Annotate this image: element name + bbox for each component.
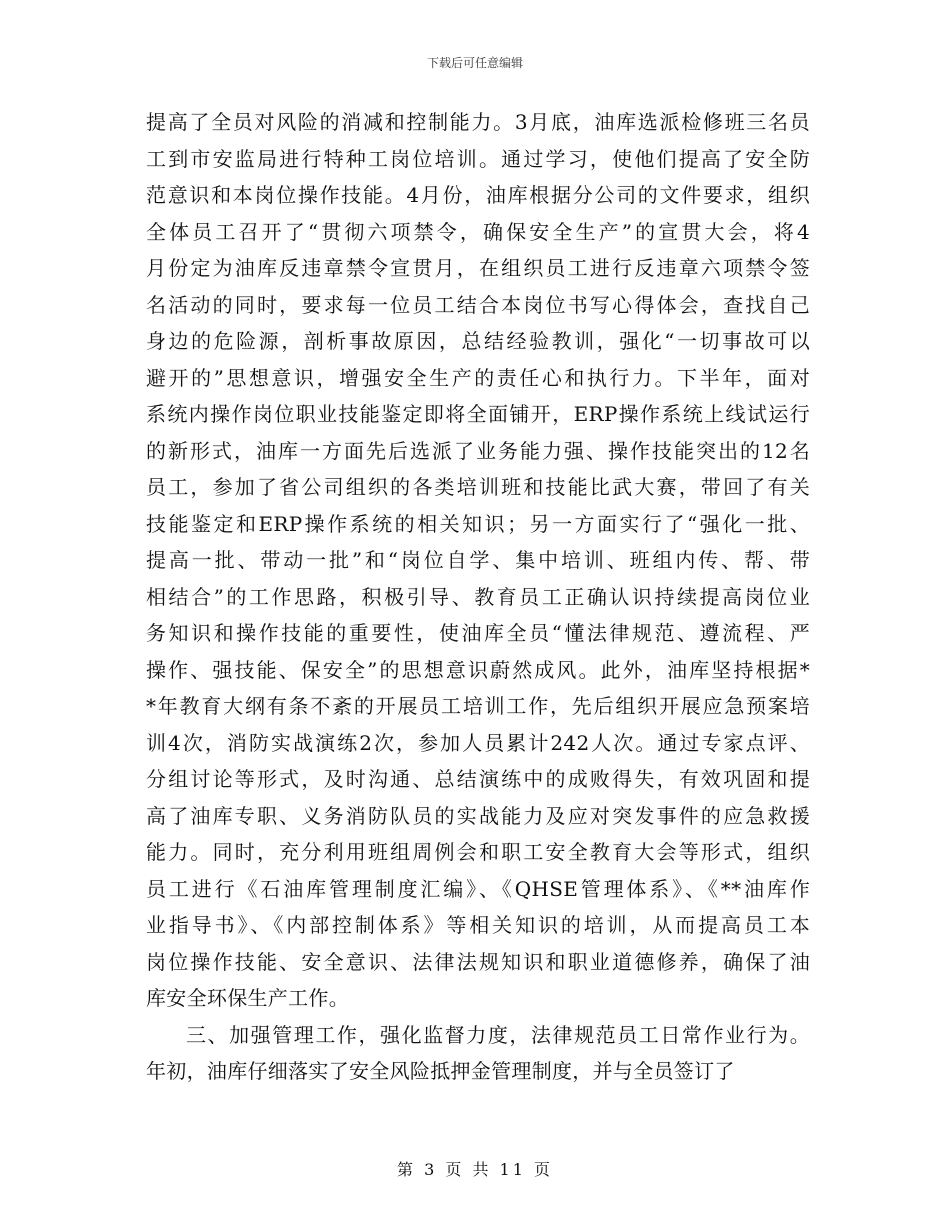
text-line: 避开的”思想意识，增强安全生产的责任心和执行力。下半年，面对 — [146, 365, 810, 390]
text-line: 岗位操作技能、安全意识、法律法规知识和职业道德修养，确保了油 — [146, 949, 810, 974]
page-header: 下载后可任意编辑 — [426, 56, 523, 70]
text-line: 库安全环保生产工作。 — [146, 986, 349, 1010]
text-line: 名活动的同时，要求每一位员工结合本岗位书写心得体会，查找自己 — [146, 292, 810, 317]
text-line: 相结合”的工作思路，积极引导、教育员工正确认识持续提高岗位业 — [146, 584, 810, 609]
text-line: 技能鉴定和ERP操作系统的相关知识；另一方面实行了“强化一批、 — [146, 511, 810, 536]
page-number: 第 3 页 共 11 页 — [397, 1160, 553, 1179]
text-line: 范意识和本岗位操作技能。4月份，油库根据分公司的文件要求，组织 — [146, 183, 810, 207]
text-line: 高了油库专职、义务消防队员的实战能力及应对突发事件的应急救援 — [146, 803, 810, 828]
text-line: 提高一批、带动一批”和“岗位自学、集中培训、班组内传、帮、带 — [146, 548, 810, 572]
text-line: 员工进行《石油库管理制度汇编》、《QHSE管理体系》、《**油库作 — [146, 876, 810, 901]
section-heading-line: 三、加强管理工作，强化监督力度，法律规范员工日常作业行为。 — [186, 1022, 810, 1047]
text-line: 全体员工召开了“贯彻六项禁令，确保安全生产”的宣贯大会，将4 — [146, 219, 810, 244]
text-line: 身边的危险源，剖析事故原因，总结经验教训，强化“一切事故可以 — [146, 329, 810, 353]
text-line: 务知识和操作技能的重要性，使油库全员“懂法律规范、遵流程、严 — [146, 621, 810, 645]
text-line: 员工，参加了省公司组织的各类培训班和技能比武大赛，带回了有关 — [146, 475, 810, 499]
text-line: 训4次，消防实战演练2次，参加人员累计242人次。通过专家点评、 — [146, 730, 810, 755]
text-line: 分组讨论等形式，及时沟通、总结演练中的成败得失，有效巩固和提 — [146, 767, 810, 791]
text-line: *年教育大纲有条不紊的开展员工培训工作，先后组织开展应急预案培 — [146, 694, 810, 718]
text-line: 提高了全员对风险的消减和控制能力。3月底，油库选派检修班三名员 — [146, 110, 810, 134]
text-line: 工到市安监局进行特种工岗位培训。通过学习，使他们提高了安全防 — [146, 146, 810, 171]
text-line: 系统内操作岗位职业技能鉴定即将全面铺开，ERP操作系统上线试运行 — [146, 402, 810, 426]
text-line: 能力。同时，充分利用班组周例会和职工安全教育大会等形式，组织 — [146, 840, 810, 864]
body-text — [146, 104, 810, 1090]
text-line: 月份定为油库反违章禁令宣贯月，在组织员工进行反违章六项禁令签 — [146, 256, 810, 280]
text-line: 操作、强技能、保安全”的思想意识蔚然成风。此外，油库坚持根据* — [146, 657, 810, 682]
text-line: 的新形式，油库一方面先后选派了业务能力强、操作技能突出的12名 — [146, 438, 810, 463]
text-line: 业指导书》、《内部控制体系》等相关知识的培训，从而提高员工本 — [146, 913, 810, 937]
text-line: 年初，油库仔细落实了安全风险抵押金管理制度，并与全员签订了 — [146, 1059, 735, 1083]
